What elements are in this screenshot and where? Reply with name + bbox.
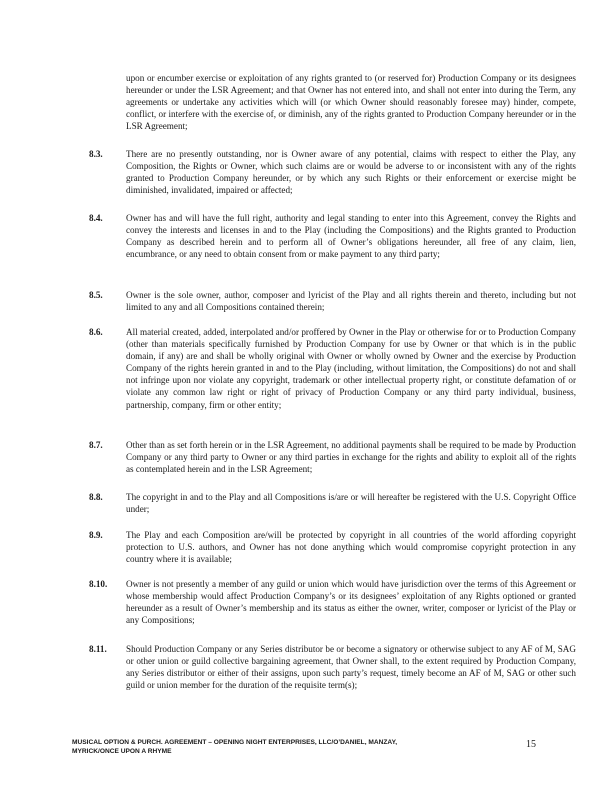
page-number: 15 — [526, 739, 536, 750]
section-number-8-5: 8.5. — [89, 290, 103, 300]
continuation-paragraph: upon or encumber exercise or exploitation of any rights granted to (or reserved for) Production Company or its designees hereunder or under the LSR Agreement; and that Owner has not entered into, and shall not enter into during the Term, any agreements or undertake any activities which will (or which Owner should reasonably foresee may) hinder, compete, conflict, or interfere with the exercise of, or diminish, any of the rights granted to Production Company hereunder or in the LSR Agreement; — [126, 73, 576, 132]
section-number-8-9: 8.9. — [89, 530, 103, 540]
section-number-8-10: 8.10. — [89, 579, 108, 589]
section-text-8-4: Owner has and will have the full right, authority and legal standing to enter into this Agreement, convey the Rights and convey the interests and licenses in and to the Play (including the Compositions) and the Rights granted to Production Company as described herein and to perform all of Owner’s obligations hereunder, all free of any claim, lien, encumbrance, or any need to obtain consent from or make payment to any third party; — [126, 213, 576, 260]
section-number-8-8: 8.8. — [89, 492, 103, 502]
section-text-8-5: Owner is the sole owner, author, composer and lyricist of the Play and all rights therein and thereto, including but not limited to any and all Compositions contained therein; — [126, 290, 576, 313]
section-text-8-10: Owner is not presently a member of any guild or union which would have jurisdiction over the terms of this Agreement or whose membership would affect Production Company’s or its designees’ exploitation of any Rights optioned or granted hereunder as a result of Owner’s membership and its status as either the owner, writer, composer or lyricist of the Play or any Compositions; — [126, 579, 576, 626]
section-text-8-6: All material created, added, interpolated and/or proffered by Owner in the Play or otherwise for or to Production Company (other than materials specifically furnished by Production Company for use by Owner or that which is in the public domain, if any) are and shall be wholly original with Owner or wholly owned by Owner and the exercise by Production Company of the rights herein granted in and to the Play (including, without limitation, the Compositions) do not and shall not infringe upon nor violate any copyright, trademark or other intellectual property right, or constitute defamation of or violate any common law right or right of privacy of Production Company or any third party individual, business, partnership, company, firm or other entity; — [126, 327, 576, 410]
section-number-8-11: 8.11. — [89, 644, 107, 654]
section-text-8-9: The Play and each Composition are/will be protected by copyright in all countries of the world affording copyright protection to U.S. authors, and Owner has not done anything which would compromise copyright protection in any country where it is available; — [126, 530, 576, 565]
section-text-8-7: Other than as set forth herein or in the LSR Agreement, no additional payments shall be required to be made by Production Company or any third party to Owner or any third parties in exchange for the rights and ability to exploit all of the rights as contemplated herein and in the LSR Agreement; — [126, 440, 576, 475]
section-text-8-3: There are no presently outstanding, nor is Owner aware of any potential, claims with respect to either the Play, any Composition, the Rights or Owner, which such claims are or would be adverse to or inconsistent with any of the rights granted to Production Company hereunder, or by which any such Rights or their enforcement or exercise might be diminished, invalidated, impaired or affected; — [126, 149, 576, 196]
section-text-8-8: The copyright in and to the Play and all Compositions is/are or will hereafter be registered with the U.S. Copyright Office under; — [126, 492, 576, 515]
section-number-8-7: 8.7. — [89, 440, 103, 450]
section-number-8-4: 8.4. — [89, 213, 103, 223]
section-text-8-11: Should Production Company or any Series distributor be or become a signatory or otherwise subject to any AF of M, SAG or other union or guild collective bargaining agreement, that Owner shall, to the extent required by Production Company, any Series distributor or either of their assigns, upon such party’s request, timely become an AF of M, SAG or other such guild or union member for the duration of the requisite term(s); — [126, 644, 576, 691]
section-number-8-3: 8.3. — [89, 149, 103, 159]
footer-title — [72, 738, 492, 756]
section-number-8-6: 8.6. — [89, 327, 103, 337]
footer-line-1: MUSICAL OPTION & PURCH. AGREEMENT – OPENING NIGHT ENTERPRISES, LLC/O’DANIEL, MANZAY, — [72, 739, 398, 746]
footer-line-2: MYRICK/ONCE UPON A RHYME — [72, 748, 172, 755]
